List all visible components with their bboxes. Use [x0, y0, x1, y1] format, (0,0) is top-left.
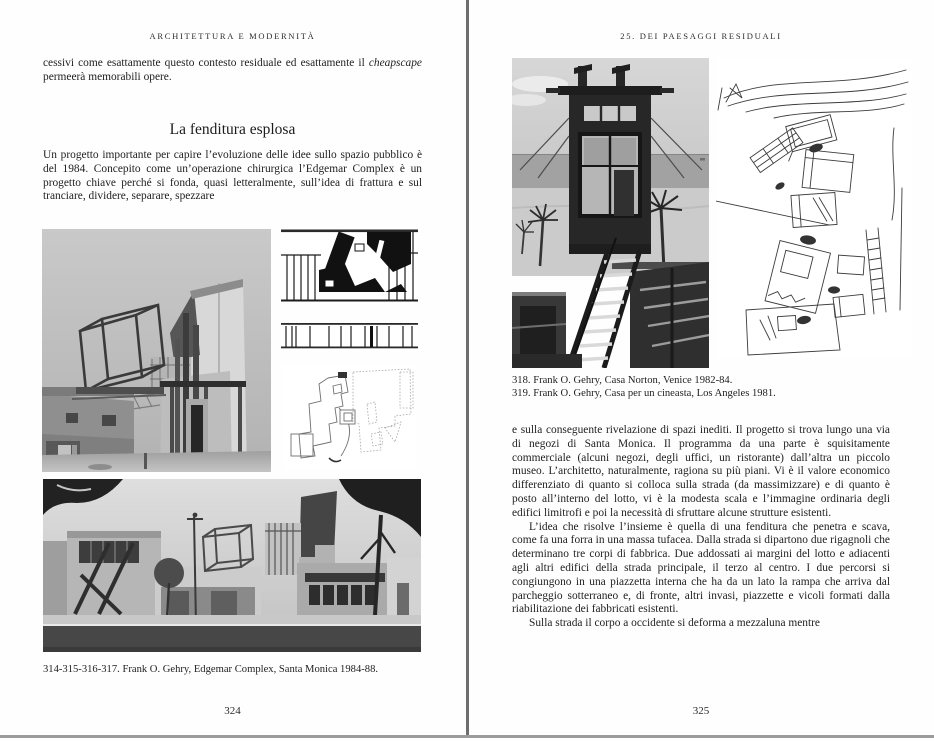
figure-edgemar-courtyard-photo: [42, 229, 271, 472]
page-bottom-edge-line: [0, 735, 934, 738]
caption-318: 318. Frank O. Gehry, Casa Norton, Venice 1982-84.: [512, 375, 733, 386]
intro-italic-word: cheapscape: [368, 57, 422, 69]
right-body-text: [512, 424, 890, 631]
figure-casa-norton-photo: [512, 58, 709, 368]
figure-edgemar-street-photo: [43, 479, 421, 652]
casa-norton-image: [512, 58, 709, 368]
left-figure-caption: 314-315-316-317. Frank O. Gehry, Edgemar Complex, Santa Monica 1984-88.: [43, 664, 379, 675]
right-paragraph-3: Sulla strada il corpo a occidente si deforma a mezzaluna mentre: [529, 617, 820, 630]
figure-edgemar-plan-drawing: [283, 364, 417, 470]
right-figure-captions: [512, 374, 907, 400]
left-running-header: ARCHITETTURA E MODERNITÀ: [149, 31, 316, 41]
right-page-number: 325: [692, 705, 710, 717]
edgemar-section-image: [281, 320, 418, 353]
intro-text-part2: permeerà memorabili opere.: [43, 70, 172, 83]
right-running-header: 25. DEI PAESAGGI RESIDUALI: [620, 31, 782, 41]
page-gutter-line: [466, 0, 469, 736]
left-body-paragraph: [43, 149, 422, 204]
caption-319: 319. Frank O. Gehry, Casa per un cineasta, Los Angeles 1981.: [512, 388, 776, 399]
right-paragraph-1: e sulla conseguente rivelazione di spazi inediti. Il progetto si trova lungo una via di negozi di Santa Monica. Il programma da una parte è squisitamente commerciale (alcuni negozi, degli uffici, un ristorante) dall’altra un piccolo museo. L’architetto, naturalmente, ragiona su più piani. Vi è il valore economico differenziato di quanto si colloca sulla strada (da massimizzare) e di quanto è posto all’interno del lotto, vi è la modesta scala e l’immagine ordinaria degli edifici limitrofi e poi la necessità di sfruttare alcune strutture esistenti.: [512, 424, 890, 519]
left-intro-paragraph: [43, 57, 422, 85]
intro-text-part1: cessivi come esattamente questo contesto residuale ed esattamente il: [43, 57, 369, 69]
edgemar-elevation-image: [281, 228, 418, 305]
figure-casa-cineasta-sketch: [716, 58, 912, 358]
edgemar-street-image: [43, 479, 421, 652]
casa-cineasta-sketch-image: [716, 58, 912, 358]
section-title: La fenditura esplosa: [169, 121, 296, 138]
left-paragraph-text: Un progetto importante per capire l’evoluzione delle idee sullo spazio pubblico è del 1984. Concepito come un’operazione chirurgica l’Edgemar Complex è un progetto chiave perché si fonda, quasi letteralmente, sull’idea di frattura e sul tranciare, dividere, separare, spezzare: [43, 149, 422, 203]
figure-edgemar-section-drawing: [281, 320, 418, 353]
edgemar-plan-image: [283, 364, 417, 470]
right-paragraph-2: L’idea che risolve l’insieme è quella di una fenditura che penetra e scava, come fa una forra in una massa tufacea. Dalla strada si dipartono due rigagnoli che determinano tre corpi di fabbrica. Due addossati ai margini del lotto e adiacenti agli altri edifici della strada principale, il terzo al centro. I due percorsi si congiungono in una piazzetta interna che ha da un lato la rampa che arriva dal parcheggio sotterraneo e, di fronte, altri invasi, piazzette e vicoli formati dalla riabilitazione dei fabbricati esistenti.: [512, 520, 890, 616]
figure-edgemar-elevation-drawing: [281, 228, 418, 305]
edgemar-courtyard-image: [42, 229, 271, 472]
left-page-number: 324: [224, 705, 241, 717]
